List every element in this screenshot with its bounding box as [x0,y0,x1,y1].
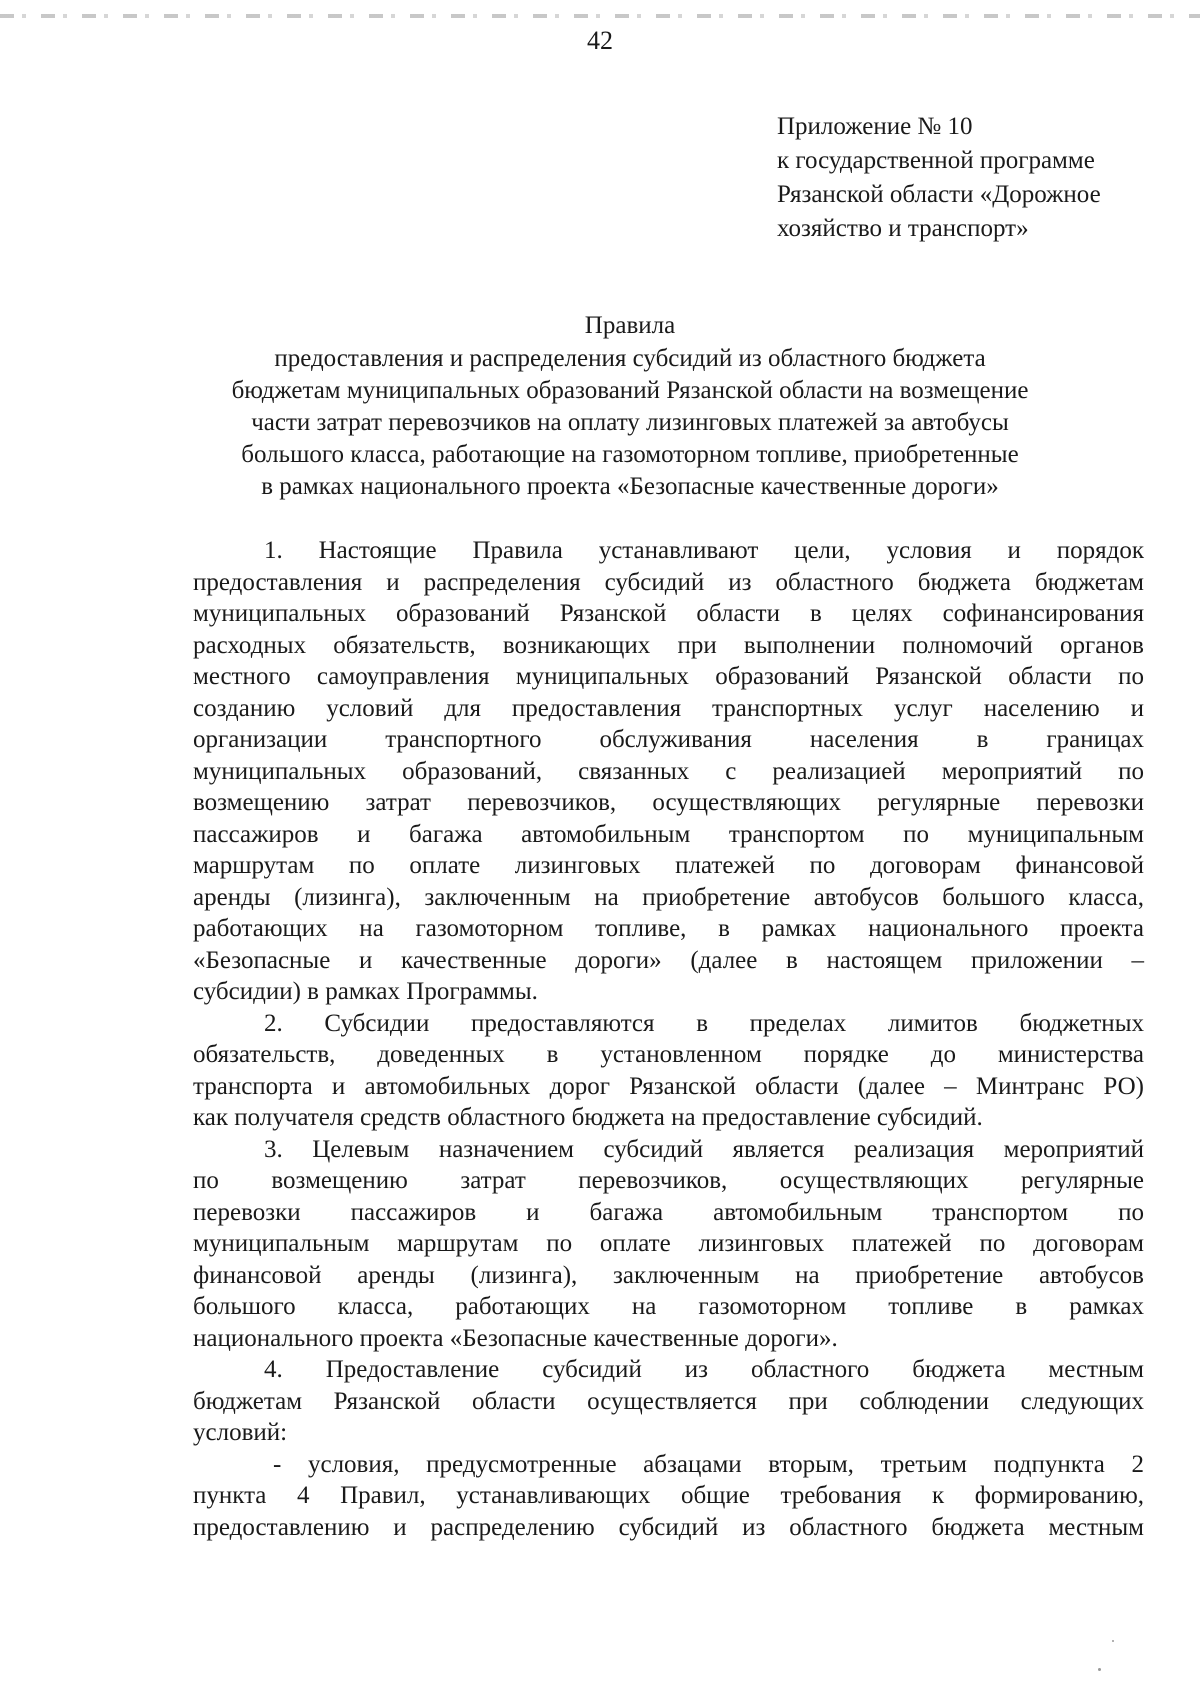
paragraph-3-line: по возмещению затрат перевозчиков, осуществляющих регулярные [193,1167,1144,1194]
paragraph-1-line: маршрутам по оплате лизинговых платежей по договорам финансовой [193,852,1144,879]
appendix-line: Рязанской области «Дорожное [777,181,1101,208]
paragraph-1-line: созданию условий для предоставления транспортных услуг населению и [193,694,1144,722]
paragraph-1-line: «Безопасные и качественные дороги» (далее в настоящем приложении – [193,946,1144,974]
scan-artifact-dot [1112,1640,1114,1642]
document-title [130,310,1130,503]
paragraph-4-line: условий: [193,1419,288,1446]
paragraph-3-line: большого класса, работающих на газомоторном топливе в рамках [193,1293,1144,1320]
paragraph-1-line: аренды (лизинга), заключенным на приобретение автобусов большого класса, [193,883,1144,911]
paragraph-1-line: муниципальных образований, связанных с реализацией мероприятий по [193,757,1144,785]
appendix-line: к государственной программе [777,147,1095,174]
list-item-line: предоставлению и распределению субсидий из областного бюджета местным [193,1513,1144,1541]
page-number: 42 [587,26,613,55]
title-line: большого класса, работающие на газомоторном топливе, приобретенные [241,441,1019,468]
paragraph-2-line: 2. Субсидии предоставляются в пределах лимитов бюджетных [264,1009,1144,1037]
paragraph-3-line: муниципальным маршрутам по оплате лизинговых платежей по договорам [193,1230,1144,1257]
paragraph-1-line: предоставления и распределения субсидий из областного бюджета бюджетам [193,568,1144,596]
paragraph-2-line: транспорта и автомобильных дорог Рязанской области (далее – Минтранс РО) [193,1072,1144,1100]
paragraph-1-line: возмещению затрат перевозчиков, осуществляющих регулярные перевозки [193,789,1144,816]
paragraph-2-line: обязательств, доведенных в установленном порядке до министерства [193,1041,1144,1068]
appendix-line: хозяйство и транспорт» [777,215,1029,242]
paragraph-2-line: как получателя средств областного бюджета на предоставление субсидий. [193,1104,983,1131]
paragraph-3-line: финансовой аренды (лизинга), заключенным на приобретение автобусов [193,1261,1144,1289]
paragraph-4-line: бюджетам Рязанской области осуществляется при соблюдении следующих [193,1387,1144,1415]
list-item-line: пункта 4 Правил, устанавливающих общие требования к формированию, [193,1482,1144,1509]
scan-artifact-top-edge [0,14,1200,18]
paragraph-1-line: работающих на газомоторном топливе, в рамках национального проекта [193,915,1144,942]
paragraph-1-line: муниципальных образований Рязанской области в целях софинансирования [193,600,1144,627]
paragraph-1-line: 1. Настоящие Правила устанавливают цели, условия и порядок [264,537,1144,564]
title-line: части затрат перевозчиков на оплату лизинговых платежей за автобусы [251,409,1009,436]
paragraph-1-line: субсидии) в рамках Программы. [193,978,538,1005]
list-item-line: - условия, предусмотренные абзацами вторым, третьим подпункта 2 [273,1450,1144,1478]
title-line: бюджетам муниципальных образований Рязанской области на возмещение [231,377,1029,404]
paragraph-3-line: 3. Целевым назначением субсидий является реализация мероприятий [264,1135,1144,1163]
paragraph-3-line: перевозки пассажиров и багажа автомобильным транспортом по [193,1198,1144,1226]
appendix-line: Приложение № 10 [777,113,973,140]
paragraph-1-line: пассажиров и багажа автомобильным транспортом по муниципальным [193,820,1144,848]
paragraph-4-line: 4. Предоставление субсидий из областного бюджета местным [264,1356,1144,1383]
paragraph-1-line: организации транспортного обслуживания населения в границах [193,726,1144,753]
title-line: предоставления и распределения субсидий из областного бюджета [274,345,986,372]
document-body [193,535,1144,1543]
title-heading: Правила [584,312,676,339]
title-line: в рамках национального проекта «Безопасные качественные дороги» [261,473,999,500]
paragraph-3-line: национального проекта «Безопасные качественные дороги». [193,1324,838,1352]
paragraph-1-line: расходных обязательств, возникающих при выполнении полномочий органов [193,631,1144,659]
scan-artifact-dot [1098,1668,1101,1671]
paragraph-1-line: местного самоуправления муниципальных образований Рязанской области по [193,663,1144,690]
appendix-note [777,110,1177,246]
